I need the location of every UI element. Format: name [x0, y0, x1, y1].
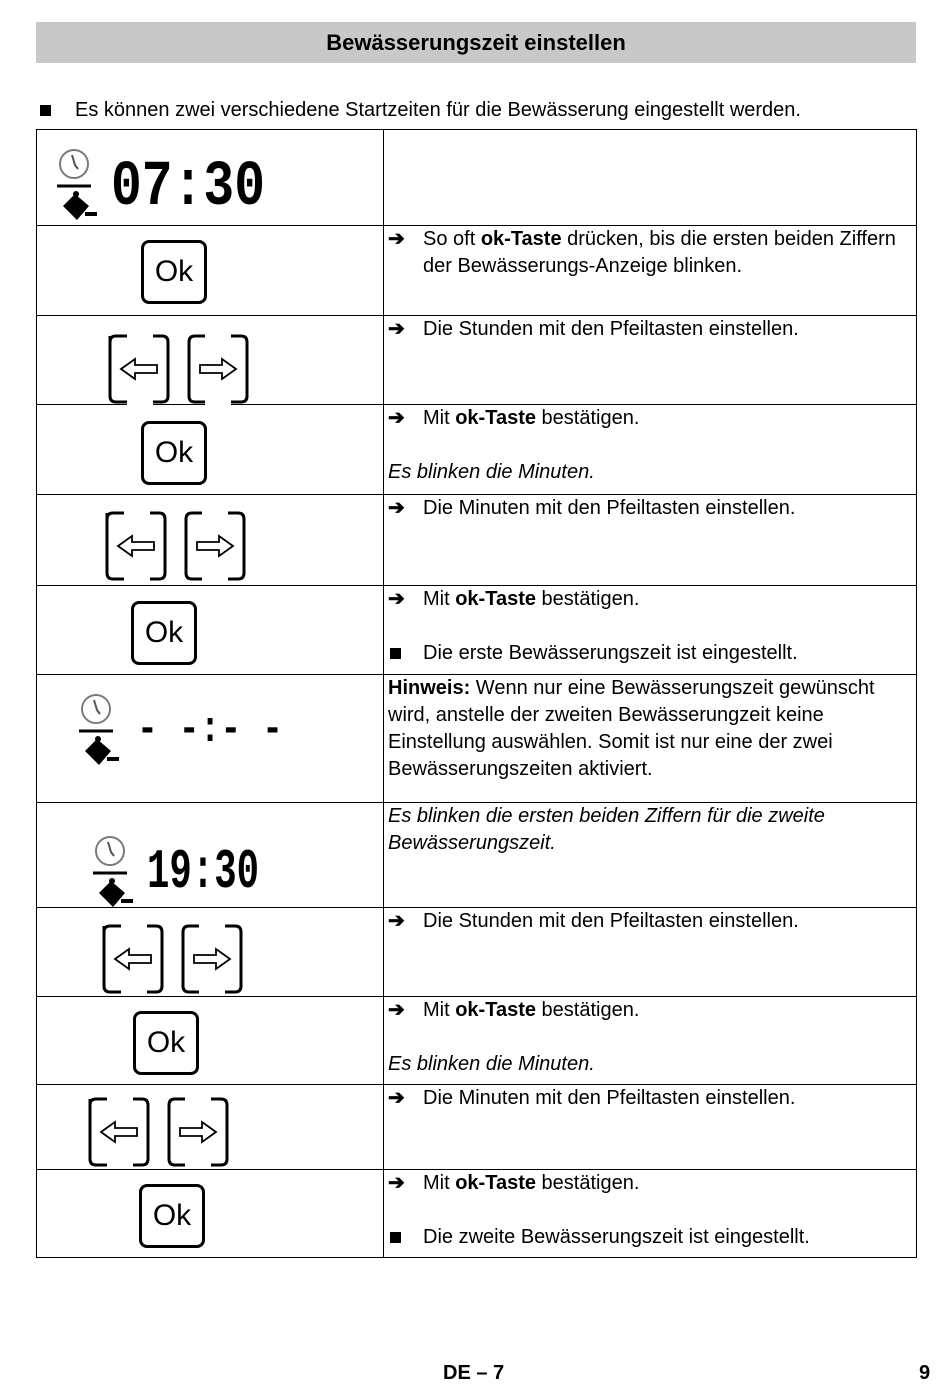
- empty-text-cell: [384, 130, 917, 226]
- arrow-keys-cell: [37, 1085, 384, 1170]
- step-text: ➔ So oft ok-Taste drücken, bis die ersten beiden Ziffern der Bewässerungs-Anzeige blinken.: [384, 226, 917, 316]
- clock-watering-can-icon: [77, 693, 137, 771]
- bullet-square-icon: [388, 1224, 423, 1251]
- arrow-right-icon: ➔: [388, 318, 405, 340]
- status-note: Es blinken die Minuten.: [388, 461, 595, 483]
- ok-cell: [37, 1170, 384, 1258]
- arrow-right-icon: ➔: [388, 228, 405, 250]
- step-text: ➔ Mit ok-Taste bestätigen. Es blinken die Minuten.: [384, 405, 917, 495]
- step-text: [384, 803, 917, 908]
- step-text: ➔ Die Stunden mit den Pfeiltasten einstellen.: [384, 316, 917, 405]
- arrow-right-icon: ➔: [388, 1087, 405, 1109]
- bullet-square-icon: [388, 640, 423, 667]
- step-text: ➔ Mit ok-Taste bestätigen. Die erste Bewässerungszeit ist eingestellt.: [384, 586, 917, 675]
- ok-cell: [37, 997, 384, 1085]
- status-note: Es blinken die Minuten.: [388, 1053, 595, 1075]
- lcd-digits: 07:30: [111, 152, 265, 224]
- display-cell-dashes: [37, 675, 384, 803]
- ok-button-icon: Ok: [131, 601, 197, 665]
- arrow-keys-icon: [101, 926, 247, 996]
- ok-cell: [37, 586, 384, 675]
- intro-text: Es können zwei verschiedene Startzeiten für die Bewässerung eingestellt werden.: [75, 99, 801, 121]
- display-cell-second-time: [37, 803, 384, 908]
- arrow-keys-icon: [107, 336, 253, 406]
- clock-watering-can-icon: [91, 835, 151, 913]
- ok-cell: [37, 226, 384, 316]
- step-text: ➔ Die Minuten mit den Pfeiltasten einstellen.: [384, 495, 917, 586]
- intro-line: [40, 99, 801, 122]
- ok-cell: [37, 405, 384, 495]
- arrow-keys-cell: [37, 316, 384, 405]
- instruction-table: [36, 129, 917, 1258]
- step-text: ➔ Die Minuten mit den Pfeiltasten einstellen.: [384, 1085, 917, 1170]
- page-number: 9: [919, 1362, 931, 1384]
- arrow-right-icon: ➔: [388, 588, 405, 610]
- arrow-keys-icon: [87, 1099, 233, 1169]
- ok-button-icon: Ok: [141, 240, 207, 304]
- ok-button-icon: Ok: [141, 421, 207, 485]
- lcd-display: [111, 152, 271, 224]
- step-text: ➔ Mit ok-Taste bestätigen. Die zweite Bewässerungszeit ist eingestellt.: [384, 1170, 917, 1258]
- step-text: ➔ Mit ok-Taste bestätigen. Es blinken die Minuten.: [384, 997, 917, 1085]
- ok-button-icon: Ok: [139, 1184, 205, 1248]
- bullet-square-icon: [40, 105, 51, 116]
- ok-button-icon: Ok: [133, 1011, 199, 1075]
- note-text: Hinweis: Wenn nur eine Bewässerungszeit gewünscht wird, anstelle der zweiten Bewässerungzeit keine Einstellung auswählen. Somit ist nur eine der zwei Bewässerungszeiten aktiviert.: [384, 675, 917, 803]
- arrow-right-icon: ➔: [388, 497, 405, 519]
- arrow-right-icon: ➔: [388, 999, 405, 1021]
- section-label: DE – 7: [443, 1362, 505, 1384]
- lcd-digits: - -:- -: [137, 705, 283, 755]
- arrow-keys-icon: [104, 513, 250, 583]
- lcd-display: [147, 840, 263, 904]
- arrow-right-icon: ➔: [388, 1172, 405, 1194]
- status-note: Es blinken die ersten beiden Ziffern für die zweite Bewässerungszeit.: [388, 805, 825, 854]
- step-text: ➔ Die Stunden mit den Pfeiltasten einstellen.: [384, 908, 917, 997]
- note-label: Hinweis:: [388, 677, 471, 699]
- lcd-digits: 19:30: [147, 840, 259, 904]
- arrow-keys-cell: [37, 495, 384, 586]
- page-title: Bewässerungszeit einstellen: [36, 22, 916, 63]
- arrow-right-icon: ➔: [388, 407, 405, 429]
- lcd-display: [137, 705, 287, 755]
- clock-watering-can-icon: [55, 148, 115, 226]
- display-cell-first-time: [37, 130, 384, 226]
- arrow-right-icon: ➔: [388, 910, 405, 932]
- arrow-keys-cell: [37, 908, 384, 997]
